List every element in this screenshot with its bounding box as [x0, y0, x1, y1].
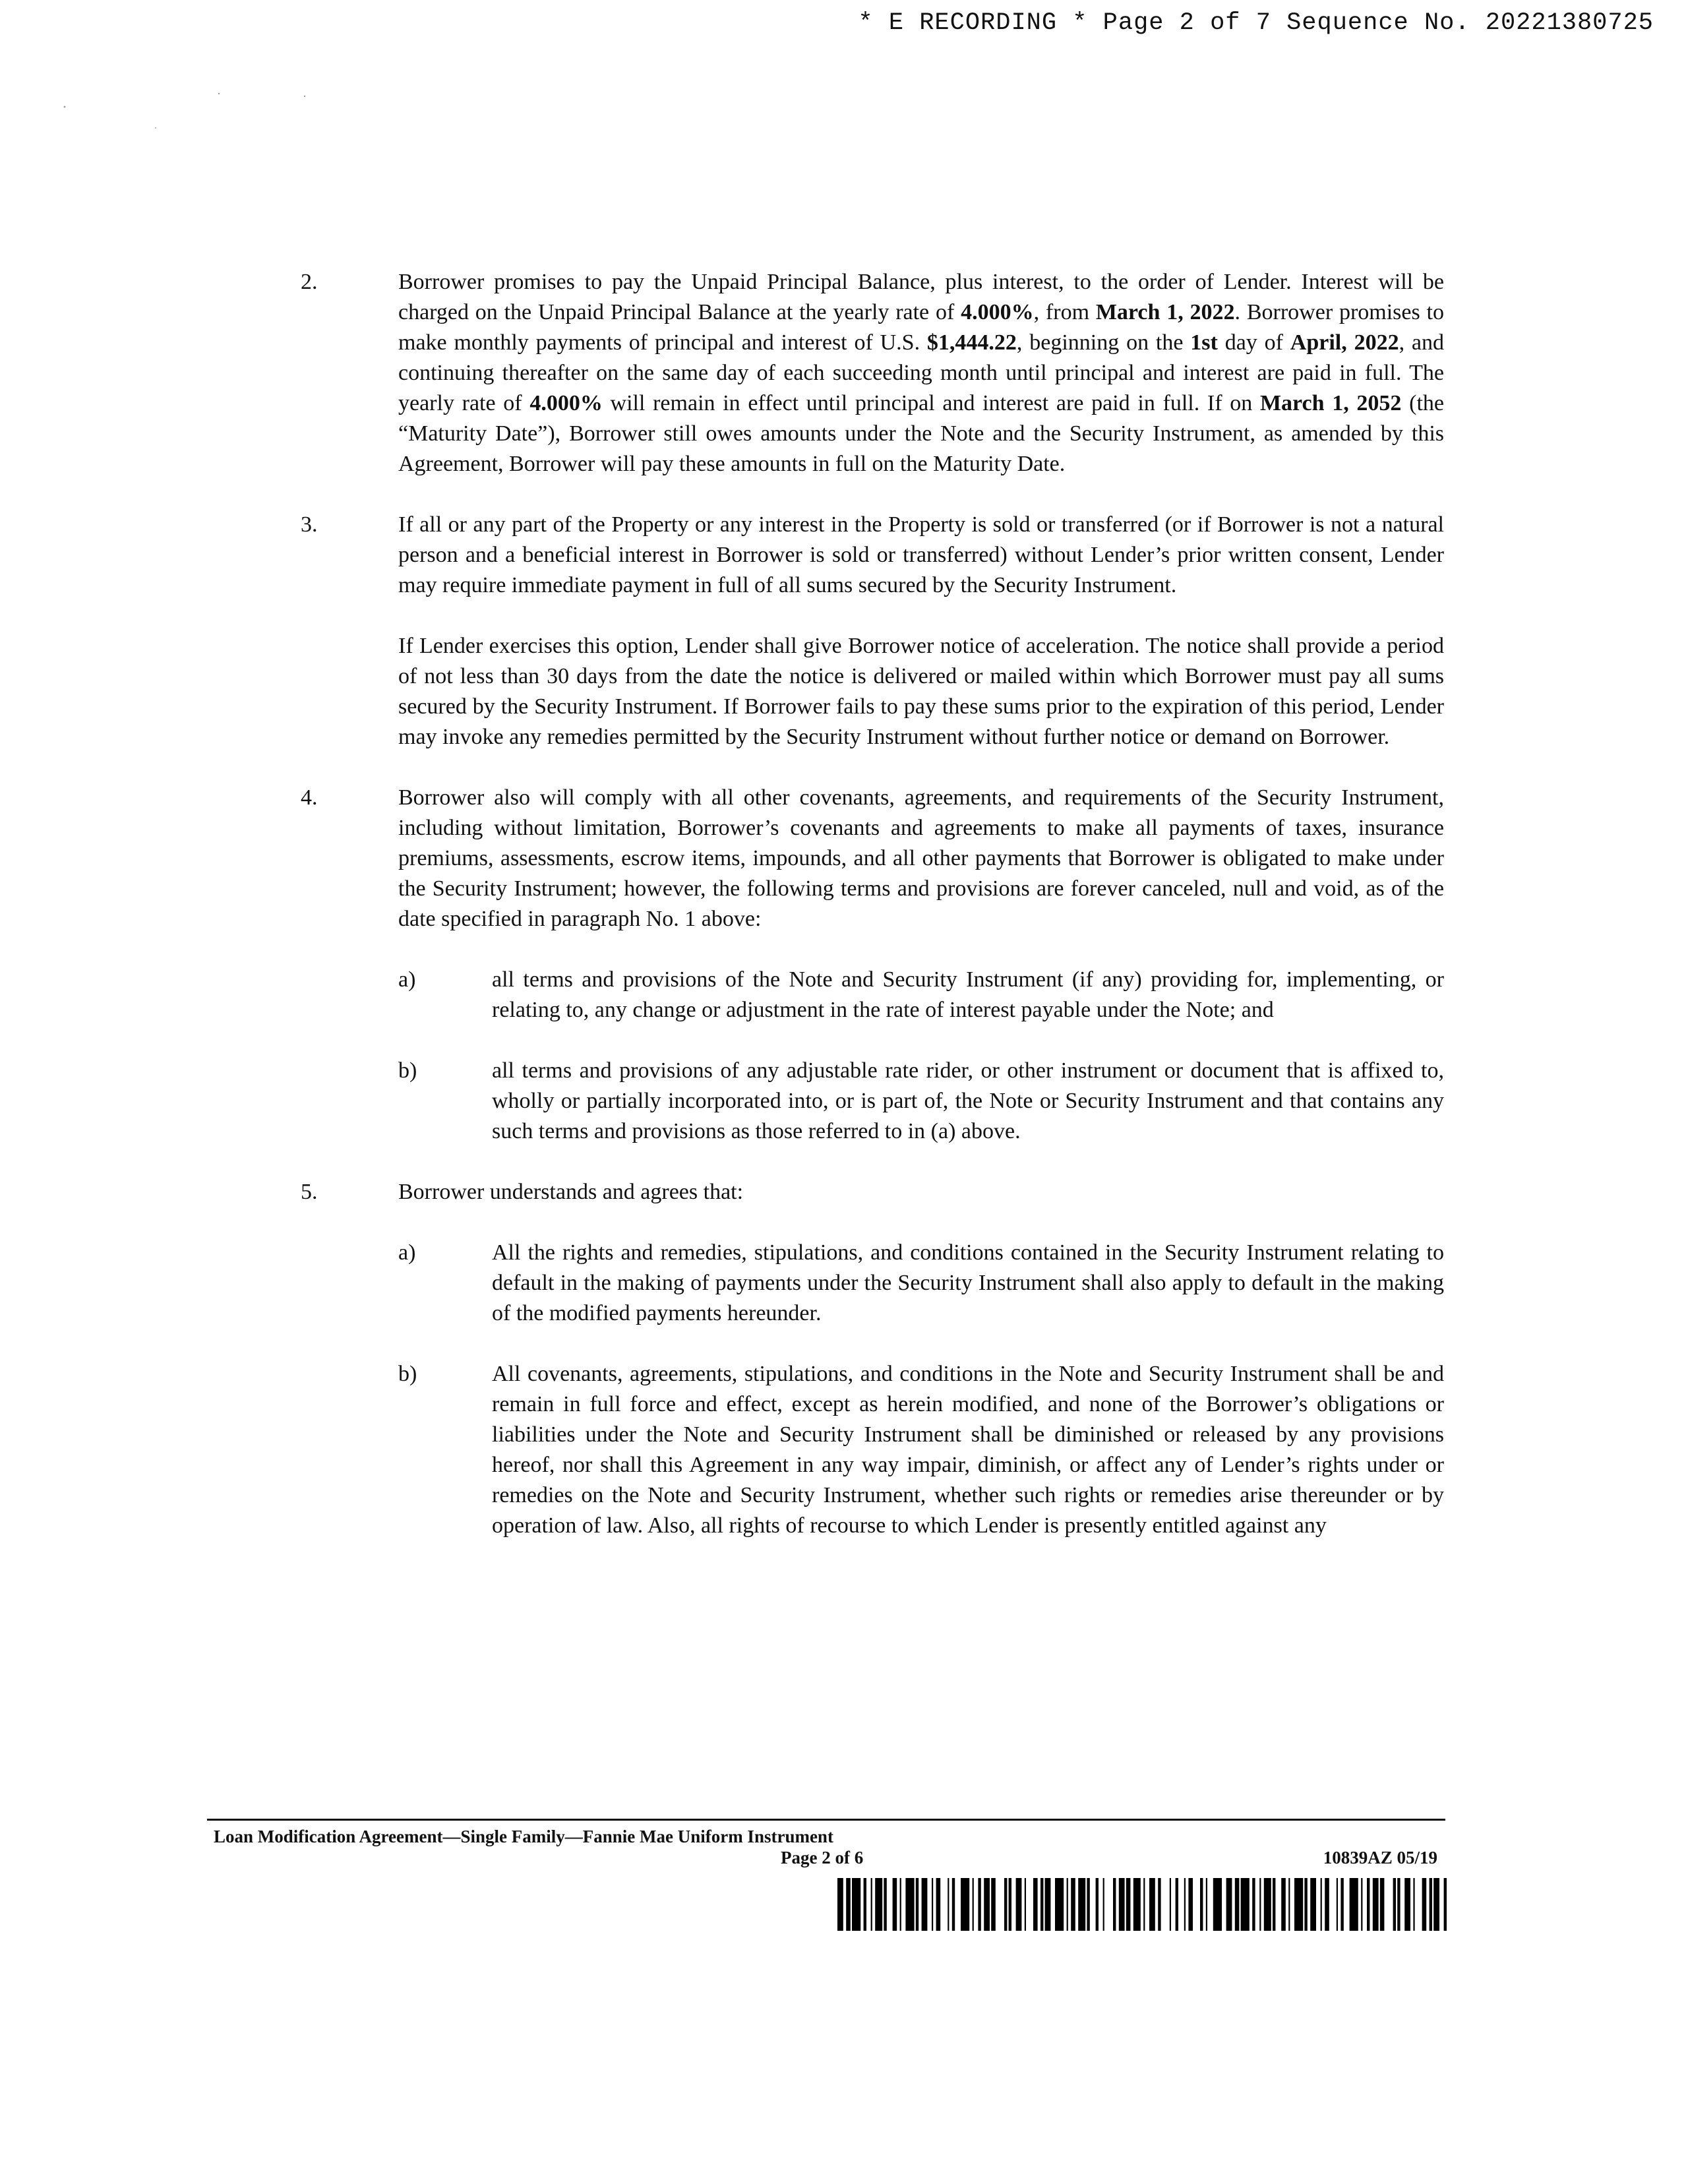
barcode-bar	[1235, 1878, 1240, 1931]
barcode-bar	[984, 1878, 990, 1931]
barcode-bar	[871, 1878, 872, 1931]
text-run: (the “Maturity Date”), Borrower still owes amounts under the Note and the Security Instrument, as amended by this Agreement, Borrower will pay these amounts in full on the Maturity Date.	[398, 391, 1444, 476]
barcode-bar	[1373, 1878, 1379, 1931]
barcode-bar	[1350, 1878, 1358, 1931]
subitem-a	[398, 965, 1444, 1025]
barcode-bar	[875, 1878, 882, 1931]
barcode-bar	[1200, 1878, 1203, 1931]
subitem-b	[398, 1056, 1444, 1147]
barcode-bar	[1067, 1878, 1068, 1931]
first-payment-month: April, 2022	[1290, 330, 1399, 355]
barcode-bar	[1361, 1878, 1362, 1931]
subitem-letter: b)	[398, 1058, 417, 1083]
text-run: , beginning on the	[1016, 330, 1191, 355]
paragraph-text	[398, 267, 1444, 479]
barcode-bar	[1184, 1878, 1186, 1931]
barcode-bar	[1087, 1878, 1089, 1931]
barcode-bar	[893, 1878, 897, 1931]
barcode-bar	[978, 1878, 980, 1931]
barcode-bar	[1016, 1878, 1022, 1931]
text-run: . Borrower promises to make monthly payments of principal and interest of U.S.	[398, 300, 1444, 355]
paragraph-text: Borrower also will comply with all other covenants, agreements, and requirements of the Security Instrument, including without limitation, Borrower’s covenants and agreements to make all payments of taxes, insurance premiums, assessments, escrow items, impounds, and all other payments that Borrower is obligated to make under the Security Instrument; however, the following terms and provisions are forever canceled, null and void, as of the date specified in paragraph No. 1 above:	[398, 785, 1444, 931]
barcode-bar	[1126, 1878, 1131, 1931]
barcode-bar	[1033, 1878, 1038, 1931]
barcode-bar	[1422, 1878, 1427, 1931]
subitem-text: all terms and provisions of the Note and Security Instrument (if any) providing for, implementing, or relating to, any change or adjustment in the rate of interest payable under the Note; and	[492, 967, 1444, 1022]
barcode-bar	[1040, 1878, 1043, 1931]
barcode-bar	[1397, 1878, 1400, 1931]
text-run: day of	[1217, 330, 1290, 355]
barcode-bar	[1176, 1878, 1178, 1931]
barcode-bar	[936, 1878, 941, 1931]
start-date: March 1, 2022	[1095, 300, 1235, 324]
barcode	[837, 1878, 1447, 1931]
barcode-bar	[922, 1878, 928, 1931]
barcode-bar	[852, 1878, 860, 1931]
barcode-bar	[1004, 1878, 1007, 1931]
paragraph-number: 4.	[301, 785, 318, 810]
subitem-letter: a)	[398, 1240, 416, 1265]
monthly-payment: $1,444.22	[926, 330, 1017, 355]
barcode-bar	[1096, 1878, 1099, 1931]
barcode-bar	[1433, 1878, 1439, 1931]
barcode-bar	[1341, 1878, 1343, 1931]
barcode-bar	[1288, 1878, 1290, 1931]
footer-title: Loan Modification Agreement—Single Family—Fannie Mae Uniform Instrument	[214, 1827, 833, 1846]
barcode-bar	[1367, 1878, 1370, 1931]
subitem-b	[398, 1359, 1444, 1541]
barcode-bar	[1149, 1878, 1155, 1931]
barcode-bar	[952, 1878, 955, 1931]
barcode-bar	[948, 1878, 949, 1931]
subitem-text: All the rights and remedies, stipulations, and conditions contained in the Security Instrument relating to default in the making of payments under the Security Instrument shall also apply to default in the making of the modified payments hereunder.	[492, 1240, 1444, 1325]
document-body	[301, 267, 1444, 1571]
subitem-letter: b)	[398, 1362, 417, 1386]
barcode-bar	[1321, 1878, 1322, 1931]
footer-page-number: Page 2 of 6	[781, 1848, 864, 1867]
barcode-bar	[1281, 1878, 1286, 1931]
scan-specks	[0, 86, 330, 138]
text-run: , and continuing thereafter on the same day of each succeeding month until principal and interest are paid in full. The yearly rate of	[398, 330, 1445, 415]
text-run: will remain in effect until principal and interest are paid in full. If on	[602, 391, 1260, 415]
paragraph-4	[301, 783, 1444, 1147]
paragraph-3	[301, 510, 1444, 752]
barcode-bar	[837, 1878, 843, 1931]
barcode-bar	[1213, 1878, 1222, 1931]
interest-rate: 4.000%	[529, 391, 603, 415]
barcode-bar	[1294, 1878, 1303, 1931]
barcode-bar	[1304, 1878, 1307, 1931]
barcode-bar	[1259, 1878, 1261, 1931]
paragraph-number: 5.	[301, 1180, 318, 1204]
barcode-bar	[1337, 1878, 1338, 1931]
barcode-bar	[1078, 1878, 1085, 1931]
paragraph-text-continued: If Lender exercises this option, Lender shall give Borrower notice of acceleration. The notice shall provide a period of not less than 30 days from the date the notice is delivered or mailed within which Borrower must pay all sums secured by the Security Instrument. If Borrower fails to pay these sums prior to the expiration of this period, Lender may invoke any remedies permitted by the Security Instrument without further notice or demand on Borrower.	[398, 634, 1444, 749]
subitem-a	[398, 1238, 1444, 1329]
page-footer	[207, 1819, 1445, 1867]
barcode-bar	[1170, 1878, 1171, 1931]
subitem-letter: a)	[398, 967, 416, 992]
barcode-bar	[1404, 1878, 1410, 1931]
barcode-bar	[1055, 1878, 1064, 1931]
recording-stamp: * E RECORDING * Page 2 of 7 Sequence No. 20221380725	[858, 9, 1654, 37]
barcode-bar	[1133, 1878, 1141, 1931]
barcode-bar	[1444, 1878, 1447, 1931]
interest-rate: 4.000%	[961, 300, 1034, 324]
paragraph-text: Borrower understands and agrees that:	[398, 1180, 744, 1204]
barcode-bar	[1413, 1878, 1414, 1931]
barcode-bar	[905, 1878, 914, 1931]
barcode-bar	[1430, 1878, 1432, 1931]
barcode-bar	[973, 1878, 974, 1931]
paragraph-text: If all or any part of the Property or any interest in the Property is sold or transferred (or if Borrower is not a natural person and a beneficial interest in Borrower is sold or transferred) without Lender’s prior written consent, Lender may require immediate payment in full of all sums secured by the Security Instrument.	[398, 512, 1444, 597]
paragraph-number: 2.	[301, 270, 318, 294]
barcode-bar	[932, 1878, 933, 1931]
barcode-bar	[900, 1878, 901, 1931]
barcode-bar	[1273, 1878, 1275, 1931]
barcode-bar	[1226, 1878, 1232, 1931]
barcode-bar	[1393, 1878, 1396, 1931]
subitem-text: All covenants, agreements, stipulations, and conditions in the Note and Security Instrument shall be and remain in full force and effect, except as herein modified, and none of the Borrower’s obligations or liabilities under the Note and Security Instrument shall be diminished or released by any provisions hereof, nor shall this Agreement in any way impair, diminish, or affect any of Lender’s rights under or remedies on the Note and Security Instrument, whether such rights or remedies arise thereunder or by operation of law. Also, all rights of recourse to which Lender is presently entitled against any	[492, 1362, 1444, 1538]
maturity-date: March 1, 2052	[1259, 391, 1402, 415]
barcode-bar	[1143, 1878, 1145, 1931]
text-run: , from	[1033, 300, 1096, 324]
first-payment-day: 1st	[1190, 330, 1218, 355]
barcode-bar	[991, 1878, 996, 1931]
barcode-bar	[1009, 1878, 1011, 1931]
barcode-bar	[1119, 1878, 1125, 1931]
barcode-bar	[1206, 1878, 1207, 1931]
barcode-bar	[1113, 1878, 1116, 1931]
paragraph-number: 3.	[301, 512, 318, 537]
barcode-bar	[916, 1878, 919, 1931]
barcode-bar	[1325, 1878, 1329, 1931]
barcode-bar	[1071, 1878, 1075, 1931]
paragraph-5	[301, 1177, 1444, 1541]
barcode-bar	[864, 1878, 866, 1931]
barcode-bar	[1025, 1878, 1026, 1931]
barcode-bar	[1158, 1878, 1160, 1931]
subitem-text: all terms and provisions of any adjustable rate rider, or other instrument or document that is affixed to, wholly or partially incorporated into, or is part of, the Note or Security Instrument and that contains any such terms and provisions as those referred to in (a) above.	[492, 1058, 1444, 1143]
barcode-bar	[961, 1878, 969, 1931]
barcode-bar	[1103, 1878, 1104, 1931]
barcode-bar	[1252, 1878, 1255, 1931]
barcode-bar	[1241, 1878, 1250, 1931]
text-run: Borrower promises to pay the Unpaid Principal Balance, plus interest, to the order of Lender. Interest will be charged on the Unpaid Principal Balance at the yearly rate of	[398, 270, 1444, 324]
barcode-bar	[884, 1878, 886, 1931]
barcode-bar	[1380, 1878, 1385, 1931]
barcode-bar	[1264, 1878, 1271, 1931]
barcode-bar	[1310, 1878, 1316, 1931]
footer-form-code: 10839AZ 05/19	[1323, 1848, 1437, 1867]
barcode-bar	[1045, 1878, 1051, 1931]
barcode-bar	[1188, 1878, 1193, 1931]
paragraph-2	[301, 267, 1444, 479]
barcode-bar	[846, 1878, 851, 1931]
